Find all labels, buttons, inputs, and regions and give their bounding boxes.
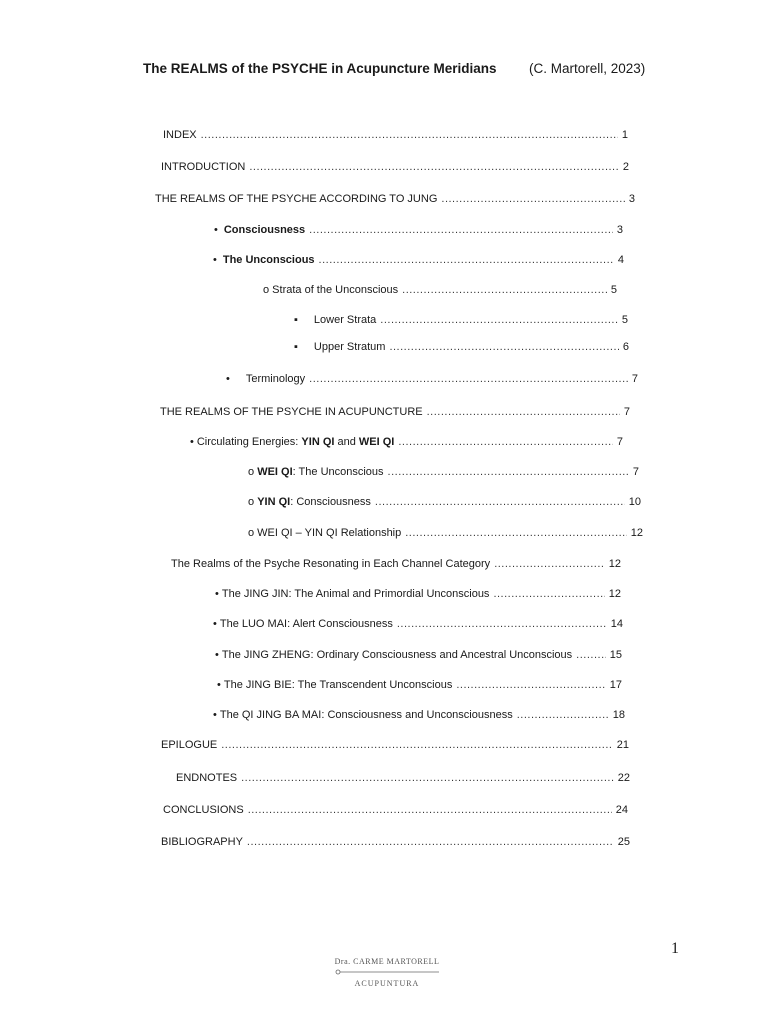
bullet-icon: • (215, 649, 219, 661)
toc-item-lower-strata[interactable] (294, 314, 628, 326)
toc-page: 3 (616, 224, 623, 236)
toc-item-unconscious[interactable] (213, 254, 624, 266)
toc-page: 7 (631, 373, 638, 385)
toc-leader (456, 679, 605, 691)
toc-leader (248, 804, 612, 816)
toc-leader (319, 254, 614, 266)
toc-leader (221, 739, 613, 751)
toc-leader (576, 649, 606, 661)
toc-page: 14 (610, 618, 623, 630)
toc-label: The LUO MAI: Alert Consciousness (219, 618, 393, 630)
toc-label: THE REALMS OF THE PSYCHE IN ACUPUNCTURE (160, 406, 423, 418)
toc-label: EPILOGUE (161, 739, 218, 751)
toc-page: 3 (628, 193, 635, 205)
toc-page: 12 (608, 588, 621, 600)
bullet-icon: • (214, 224, 218, 236)
document-author: (C. Martorell, 2023) (529, 61, 646, 76)
toc-label: The Unconscious (222, 254, 315, 266)
toc-leader (397, 618, 607, 630)
toc-page: 7 (616, 436, 623, 448)
toc-label: Circulating Energies: YIN QI and WEI QI (196, 436, 395, 448)
toc-item-realms-channel-category[interactable] (171, 558, 621, 570)
toc-item-strata[interactable] (263, 284, 617, 296)
toc-page: 1 (621, 129, 628, 141)
toc-item-conclusions[interactable] (163, 804, 628, 816)
toc-page: 7 (623, 406, 630, 418)
toc-item-circulating-energies[interactable] (190, 436, 623, 448)
toc-label: The JING ZHENG: Ordinary Consciousness and Ancestral Unconscious (221, 649, 573, 661)
toc-page: 4 (617, 254, 624, 266)
toc-label: o Strata of the Unconscious (263, 284, 399, 296)
toc-label: Consciousness (223, 224, 306, 236)
toc-item-qi-jing-ba-mai[interactable] (213, 709, 625, 721)
toc-item-bibliography[interactable] (161, 836, 630, 848)
bullet-icon: • (217, 679, 221, 691)
toc-leader (309, 373, 628, 385)
toc-leader (441, 193, 624, 205)
page-number: 1 (671, 940, 679, 957)
square-bullet-icon: ▪ (294, 314, 298, 326)
toc-label: ENDNOTES (176, 772, 238, 784)
footer-logo (332, 957, 442, 988)
toc-page: 7 (632, 466, 639, 478)
toc-leader (241, 772, 614, 784)
toc-label: The QI JING BA MAI: Consciousness and Unconsciousness (219, 709, 513, 721)
toc-item-luo-mai[interactable] (213, 618, 623, 630)
toc-leader (493, 588, 604, 600)
toc-item-jing-bie[interactable] (217, 679, 622, 691)
bullet-icon: • (226, 373, 230, 385)
logo-name: Dra. CARME MARTORELL (334, 957, 440, 966)
needle-line-icon (335, 968, 439, 976)
toc-leader (375, 496, 625, 508)
toc-leader (517, 709, 609, 721)
toc-page: 2 (622, 161, 629, 173)
toc-label: The JING JIN: The Animal and Primordial Unconscious (221, 588, 490, 600)
bullet-icon: • (213, 709, 217, 721)
toc-page: 21 (616, 739, 629, 751)
toc-label: Lower Strata (313, 314, 377, 326)
toc-item-realms-acupuncture[interactable] (160, 406, 630, 418)
toc-leader (494, 558, 605, 570)
toc-label: The Realms of the Psyche Resonating in Each Channel Category (171, 558, 491, 570)
toc-item-wei-yin-relationship[interactable] (248, 527, 643, 539)
toc-leader (427, 406, 620, 418)
toc-label: The JING BIE: The Transcendent Unconscious (223, 679, 453, 691)
toc-item-upper-stratum[interactable] (294, 341, 629, 353)
toc-label: o WEI QI: The Unconscious (248, 466, 384, 478)
toc-label: INDEX (163, 129, 197, 141)
toc-label: INTRODUCTION (161, 161, 246, 173)
toc-page: 5 (610, 284, 617, 296)
document-title: The REALMS of the PSYCHE in Acupuncture Meridians (143, 61, 497, 76)
bullet-icon: • (213, 254, 217, 266)
toc-label: o YIN QI: Consciousness (248, 496, 371, 508)
toc-page: 5 (621, 314, 628, 326)
toc-leader (309, 224, 613, 236)
toc-leader (402, 284, 607, 296)
toc-leader (201, 129, 618, 141)
toc-page: 12 (608, 558, 621, 570)
toc-page: 25 (617, 836, 630, 848)
toc-item-yin-qi[interactable] (248, 496, 641, 508)
toc-item-wei-qi[interactable] (248, 466, 639, 478)
toc-item-jing-jin[interactable] (215, 588, 621, 600)
toc-page: 15 (609, 649, 622, 661)
toc-leader (405, 527, 627, 539)
toc-item-endnotes[interactable] (176, 772, 630, 784)
toc-label: Terminology (245, 373, 306, 385)
toc-leader (249, 161, 619, 173)
toc-page: 17 (609, 679, 622, 691)
toc-label: BIBLIOGRAPHY (161, 836, 243, 848)
toc-leader (388, 466, 629, 478)
logo-subtitle: ACUPUNTURA (354, 979, 420, 988)
toc-page: 6 (622, 341, 629, 353)
bullet-icon: • (213, 618, 217, 630)
toc-page: 22 (617, 772, 630, 784)
toc-item-realms-jung[interactable] (155, 193, 635, 205)
square-bullet-icon: ▪ (294, 341, 298, 353)
toc-leader (247, 836, 614, 848)
toc-item-introduction[interactable] (161, 161, 629, 173)
toc-page: 24 (615, 804, 628, 816)
bullet-icon: • (190, 436, 194, 448)
toc-item-jing-zheng[interactable] (215, 649, 622, 661)
toc-page: 18 (612, 709, 625, 721)
toc-item-terminology[interactable] (226, 373, 638, 385)
toc-leader (398, 436, 613, 448)
toc-page: 12 (630, 527, 643, 539)
bullet-icon: • (215, 588, 219, 600)
toc-page: 10 (628, 496, 641, 508)
toc-label: CONCLUSIONS (163, 804, 244, 816)
toc-leader (389, 341, 618, 353)
toc-item-consciousness[interactable] (214, 224, 623, 236)
toc-item-epilogue[interactable] (161, 739, 629, 751)
toc-label: THE REALMS OF THE PSYCHE ACCORDING TO JUNG (155, 193, 438, 205)
toc-leader (380, 314, 618, 326)
toc-label: o WEI QI – YIN QI Relationship (248, 527, 402, 539)
toc-label: Upper Stratum (313, 341, 386, 353)
toc-item-index[interactable] (163, 129, 628, 141)
